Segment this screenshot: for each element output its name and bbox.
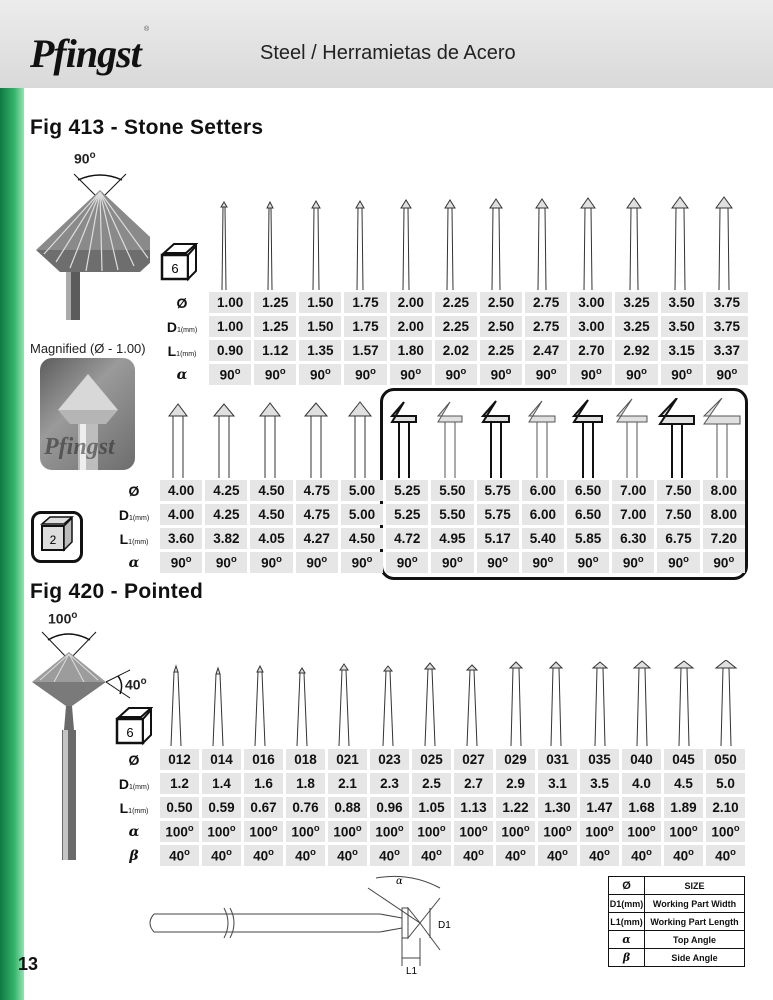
table-cell: 2.3 (370, 773, 409, 794)
table-cell: 90$^o$ (567, 552, 609, 573)
table-cell: 4.25 (205, 480, 247, 501)
bur-drawing (627, 198, 641, 290)
table-cell: 1.25 (254, 292, 296, 313)
table-cell: 6.00 (522, 504, 564, 525)
legend-value: Working Part Length (645, 913, 745, 931)
bur-drawing (312, 201, 320, 290)
legend-value: Top Angle (645, 931, 745, 949)
table-cell: 035 (580, 749, 619, 770)
row-label-beta: β (111, 845, 157, 866)
pack-count: 2 (49, 533, 57, 547)
table-cell: 5.17 (477, 528, 519, 549)
table-cell: 1.35 (299, 340, 341, 361)
table-cell: 2.70 (570, 340, 612, 361)
fig420-title: Fig 420 - Pointed (30, 580, 204, 603)
table-cell: 2.75 (525, 316, 567, 337)
table-cell: 90$^o$ (431, 552, 473, 573)
row-label-alpha: α (111, 552, 157, 573)
table-cell: 3.25 (615, 292, 657, 313)
table-cell: 100$^o$ (370, 821, 409, 842)
table-row (158, 340, 748, 361)
fig413-angle-label: 90$^o$ (74, 150, 96, 167)
table-cell: 023 (370, 749, 409, 770)
table-cell: 016 (244, 749, 283, 770)
legend-table (608, 876, 745, 967)
table-row (111, 528, 745, 549)
table-cell: 7.20 (703, 528, 745, 549)
table-cell: 027 (454, 749, 493, 770)
page-number: 13 (18, 954, 39, 974)
table-cell: 5.00 (341, 480, 383, 501)
row-label-l1: L1(mm) (158, 340, 206, 361)
registered-mark: ® (144, 26, 150, 33)
table-row (158, 292, 748, 313)
table-cell: 1.8 (286, 773, 325, 794)
bur-drawing (490, 199, 502, 290)
table-cell: 4.00 (160, 480, 202, 501)
row-label-alpha: α (111, 821, 157, 842)
table-cell: 1.50 (299, 316, 341, 337)
table-cell: 90$^o$ (344, 364, 386, 385)
table-cell: 045 (664, 749, 703, 770)
table-cell: 90$^o$ (390, 364, 432, 385)
table-cell: 90$^o$ (706, 364, 748, 385)
table-row (111, 749, 745, 770)
table-cell: 90$^o$ (296, 552, 338, 573)
fig413-table-2 (108, 477, 748, 576)
table-cell: 018 (286, 749, 325, 770)
table-row (111, 821, 745, 842)
bur-drawing (349, 402, 371, 478)
table-cell: 90$^o$ (435, 364, 477, 385)
table-cell: 2.47 (525, 340, 567, 361)
table-row (609, 913, 745, 931)
table-cell: 2.7 (454, 773, 493, 794)
table-cell: 5.75 (477, 504, 519, 525)
fig420-table (108, 746, 748, 869)
photo-watermark: Pfingst (44, 434, 115, 460)
table-cell: 0.50 (160, 797, 199, 818)
table-cell: 029 (496, 749, 535, 770)
table-cell: 8.00 (703, 480, 745, 501)
table-cell: 2.50 (480, 292, 522, 313)
bur-drawing (438, 402, 462, 478)
table-cell: 4.0 (622, 773, 661, 794)
bur-drawing (483, 401, 509, 478)
table-cell: 1.80 (390, 340, 432, 361)
table-cell: 5.25 (386, 480, 428, 501)
table-cell: 4.72 (386, 528, 428, 549)
table-cell: 90$^o$ (299, 364, 341, 385)
fig420-bur-drawings (0, 660, 773, 746)
table-cell: 2.1 (328, 773, 367, 794)
fig420-top-angle-label: 100$^o$ (48, 610, 78, 627)
bur-drawing (339, 664, 349, 746)
table-cell: 100$^o$ (286, 821, 325, 842)
table-cell: 4.95 (431, 528, 473, 549)
bur-drawing (169, 404, 187, 478)
bur-drawing (445, 200, 455, 290)
table-cell: 40$^o$ (202, 845, 241, 866)
table-cell: 025 (412, 749, 451, 770)
table-cell: 1.47 (580, 797, 619, 818)
table-cell: 100$^o$ (244, 821, 283, 842)
table-cell: 0.96 (370, 797, 409, 818)
table-cell: 90$^o$ (703, 552, 745, 573)
table-cell: 100$^o$ (496, 821, 535, 842)
row-label-alpha: α (158, 364, 206, 385)
table-cell: 6.50 (567, 480, 609, 501)
table-cell: 0.88 (328, 797, 367, 818)
table-cell: 90$^o$ (341, 552, 383, 573)
table-cell: 3.37 (706, 340, 748, 361)
table-cell: 4.00 (160, 504, 202, 525)
row-label-dia: Ø (111, 749, 157, 770)
table-cell: 2.25 (435, 292, 477, 313)
table-row (158, 316, 748, 337)
table-cell: 1.89 (664, 797, 703, 818)
table-cell: 7.00 (612, 504, 654, 525)
legend-key: Ø (609, 877, 645, 895)
bur-drawing (593, 662, 607, 746)
table-cell: 100$^o$ (538, 821, 577, 842)
table-cell: 90$^o$ (570, 364, 612, 385)
table-cell: 1.22 (496, 797, 535, 818)
bur-drawing (660, 398, 694, 478)
table-cell: 2.75 (525, 292, 567, 313)
diagram-d1-label: D1 (438, 920, 451, 931)
legend-key: L1(mm) (609, 913, 645, 931)
table-row (609, 931, 745, 949)
table-cell: 2.00 (390, 316, 432, 337)
table-cell: 3.1 (538, 773, 577, 794)
table-cell: 1.75 (344, 292, 386, 313)
table-cell: 6.00 (522, 480, 564, 501)
table-cell: 2.25 (435, 316, 477, 337)
table-cell: 5.50 (431, 504, 473, 525)
bur-drawing (716, 197, 732, 290)
table-row (609, 877, 745, 895)
table-cell: 014 (202, 749, 241, 770)
table-row (111, 845, 745, 866)
table-cell: 4.75 (296, 504, 338, 525)
table-cell: 40$^o$ (244, 845, 283, 866)
bur-drawing (634, 661, 650, 746)
table-cell: 4.50 (341, 528, 383, 549)
table-cell: 40$^o$ (286, 845, 325, 866)
table-cell: 90$^o$ (612, 552, 654, 573)
table-cell: 40$^o$ (454, 845, 493, 866)
table-cell: 3.00 (570, 292, 612, 313)
table-cell: 2.50 (480, 316, 522, 337)
table-cell: 6.75 (657, 528, 699, 549)
table-row (609, 949, 745, 967)
box-icon (34, 514, 80, 560)
table-cell: 90$^o$ (615, 364, 657, 385)
table-cell: 1.05 (412, 797, 451, 818)
table-cell: 90$^o$ (657, 552, 699, 573)
table-cell: 100$^o$ (328, 821, 367, 842)
row-label-d1: D1(mm) (158, 316, 206, 337)
table-cell: 4.05 (250, 528, 292, 549)
bur-drawing (171, 666, 181, 746)
table-cell: 050 (706, 749, 745, 770)
table-cell: 90$^o$ (480, 364, 522, 385)
table-cell: 2.9 (496, 773, 535, 794)
table-cell: 40$^o$ (664, 845, 703, 866)
bur-drawing (425, 663, 435, 746)
table-cell: 3.60 (160, 528, 202, 549)
table-cell: 1.2 (160, 773, 199, 794)
table-cell: 5.75 (477, 480, 519, 501)
table-cell: 3.5 (580, 773, 619, 794)
diagram-l1-label: L1 (406, 966, 418, 977)
table-cell: 40$^o$ (496, 845, 535, 866)
table-cell: 2.25 (480, 340, 522, 361)
table-cell: 4.27 (296, 528, 338, 549)
fig413-table-1 (155, 289, 751, 388)
table-row (111, 480, 745, 501)
table-row (111, 504, 745, 525)
table-cell: 2.00 (390, 292, 432, 313)
table-cell: 1.00 (209, 316, 251, 337)
table-cell: 90$^o$ (522, 552, 564, 573)
bur-drawing (574, 400, 602, 478)
table-cell: 021 (328, 749, 367, 770)
table-cell: 40$^o$ (412, 845, 451, 866)
legend-value: Working Part Width (645, 895, 745, 913)
table-cell: 4.5 (664, 773, 703, 794)
table-cell: 1.6 (244, 773, 283, 794)
pack-count: 6 (171, 261, 179, 276)
table-cell: 0.67 (244, 797, 283, 818)
row-label-dia: Ø (158, 292, 206, 313)
table-cell: 3.15 (661, 340, 703, 361)
table-cell: 90$^o$ (477, 552, 519, 573)
table-cell: 90$^o$ (661, 364, 703, 385)
bur-drawing (675, 661, 693, 746)
table-cell: 4.50 (250, 504, 292, 525)
table-cell: 1.68 (622, 797, 661, 818)
page-title: Steel / Herramietas de Acero (260, 42, 516, 64)
table-cell: 4.25 (205, 504, 247, 525)
table-cell: 1.12 (254, 340, 296, 361)
table-cell: 1.25 (254, 316, 296, 337)
legend-key: α (609, 931, 645, 949)
table-cell: 100$^o$ (664, 821, 703, 842)
table-cell: 1.57 (344, 340, 386, 361)
fig420-side-angle-label: 40$^o$ (125, 676, 147, 693)
bur-drawing (305, 403, 327, 478)
table-cell: 40$^o$ (160, 845, 199, 866)
pack-of-2-icon (31, 511, 83, 563)
table-cell: 90$^o$ (525, 364, 567, 385)
table-cell: 90$^o$ (205, 552, 247, 573)
bur-drawing (401, 200, 411, 290)
table-cell: 0.76 (286, 797, 325, 818)
table-cell: 1.30 (538, 797, 577, 818)
bur-drawing (467, 665, 477, 746)
table-cell: 3.82 (205, 528, 247, 549)
bur-drawing (392, 402, 416, 478)
fig413-row2-bur-drawings (0, 398, 773, 478)
table-cell: 6.30 (612, 528, 654, 549)
bur-drawing (297, 668, 307, 746)
fig413-title: Fig 413 - Stone Setters (30, 116, 264, 139)
bur-drawing (716, 660, 736, 746)
legend-key: β (609, 949, 645, 967)
table-cell: 3.50 (661, 292, 703, 313)
row-label-d1: D1(mm) (111, 773, 157, 794)
table-cell: 5.85 (567, 528, 609, 549)
table-cell: 100$^o$ (706, 821, 745, 842)
table-cell: 5.00 (341, 504, 383, 525)
table-cell: 8.00 (703, 504, 745, 525)
table-cell: 3.75 (706, 316, 748, 337)
bur-drawing (267, 202, 273, 290)
table-cell: 100$^o$ (412, 821, 451, 842)
bur-drawing (221, 202, 227, 290)
table-cell: 0.90 (209, 340, 251, 361)
table-row (111, 797, 745, 818)
table-cell: 3.25 (615, 316, 657, 337)
table-cell: 100$^o$ (580, 821, 619, 842)
row-label-d1: D1(mm) (111, 504, 157, 525)
row-label-l1: L1(mm) (111, 528, 157, 549)
table-cell: 40$^o$ (580, 845, 619, 866)
table-cell: 031 (538, 749, 577, 770)
table-cell: 2.10 (706, 797, 745, 818)
table-cell: 1.50 (299, 292, 341, 313)
bur-drawing (617, 399, 647, 478)
bur-drawing (383, 666, 393, 746)
table-cell: 5.40 (522, 528, 564, 549)
legend-value: Side Angle (645, 949, 745, 967)
bur-drawing (581, 198, 595, 290)
table-cell: 3.00 (570, 316, 612, 337)
bur-drawing (536, 199, 548, 290)
bur-drawing (356, 201, 364, 290)
table-cell: 90$^o$ (209, 364, 251, 385)
table-cell: 100$^o$ (160, 821, 199, 842)
bur-drawing (529, 401, 555, 478)
table-cell: 1.75 (344, 316, 386, 337)
diagram-alpha-label: α (396, 876, 403, 887)
table-cell: 3.75 (706, 292, 748, 313)
table-cell: 90$^o$ (386, 552, 428, 573)
bur-drawing (214, 404, 234, 478)
table-cell: 90$^o$ (250, 552, 292, 573)
legend-key: D1(mm) (609, 895, 645, 913)
table-cell: 100$^o$ (454, 821, 493, 842)
table-cell: 90$^o$ (254, 364, 296, 385)
table-cell: 100$^o$ (622, 821, 661, 842)
bur-drawing (672, 197, 688, 290)
table-cell: 2.5 (412, 773, 451, 794)
bur-drawing (260, 403, 280, 478)
bur-drawing (550, 662, 562, 746)
table-cell: 5.25 (386, 504, 428, 525)
table-row (111, 773, 745, 794)
table-cell: 3.50 (661, 316, 703, 337)
table-cell: 7.50 (657, 504, 699, 525)
row-label-dia: Ø (111, 480, 157, 501)
table-cell: 90$^o$ (160, 552, 202, 573)
table-cell: 40$^o$ (538, 845, 577, 866)
legend-value: SIZE (645, 877, 745, 895)
table-cell: 5.0 (706, 773, 745, 794)
magnified-caption: Magnified (Ø - 1.00) (30, 341, 146, 356)
table-cell: 40$^o$ (622, 845, 661, 866)
table-cell: 2.92 (615, 340, 657, 361)
table-cell: 0.59 (202, 797, 241, 818)
dimension-diagram (140, 868, 460, 978)
bur-drawing (704, 398, 740, 478)
table-cell: 7.00 (612, 480, 654, 501)
table-cell: 1.00 (209, 292, 251, 313)
row-label-l1: L1(mm) (111, 797, 157, 818)
table-cell: 1.4 (202, 773, 241, 794)
table-cell: 040 (622, 749, 661, 770)
table-row (609, 895, 745, 913)
table-cell: 40$^o$ (370, 845, 409, 866)
table-cell: 012 (160, 749, 199, 770)
bur-drawing (255, 666, 265, 746)
table-cell: 1.13 (454, 797, 493, 818)
table-row (111, 552, 745, 573)
table-cell: 2.02 (435, 340, 477, 361)
table-cell: 7.50 (657, 480, 699, 501)
table-cell: 40$^o$ (328, 845, 367, 866)
table-row (158, 364, 748, 385)
bur-drawing (510, 662, 522, 746)
table-cell: 40$^o$ (706, 845, 745, 866)
table-cell: 4.50 (250, 480, 292, 501)
brand-logo: Pfingst (30, 31, 141, 76)
table-cell: 100$^o$ (202, 821, 241, 842)
table-cell: 6.50 (567, 504, 609, 525)
pack-count: 6 (126, 725, 134, 740)
fig413-row1-bur-drawings (0, 190, 773, 290)
table-cell: 4.75 (296, 480, 338, 501)
table-cell: 5.50 (431, 480, 473, 501)
bur-drawing (213, 668, 223, 746)
